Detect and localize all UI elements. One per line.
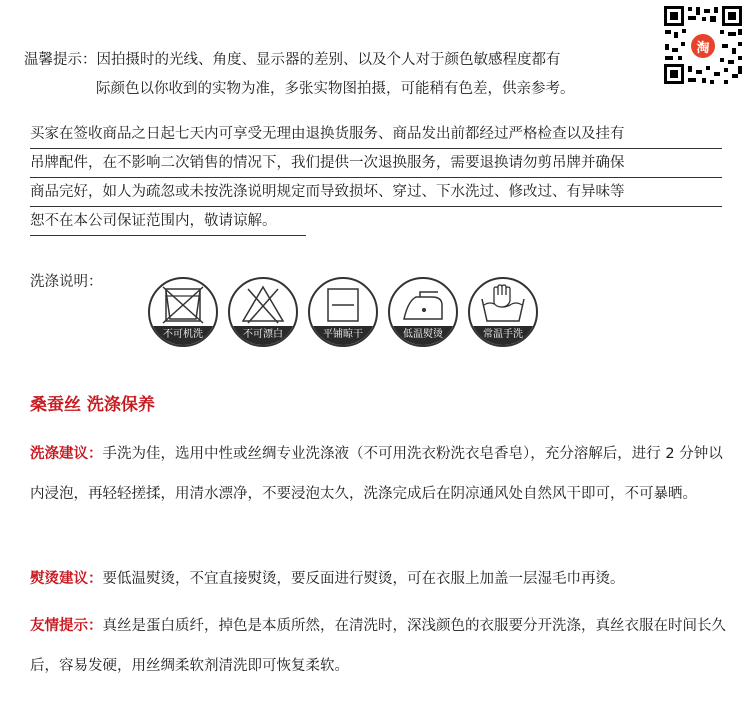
no-bleach-icon	[228, 277, 298, 347]
low-iron-icon	[388, 277, 458, 347]
ironing-advice	[30, 559, 730, 599]
qr-badge-text: 淘	[696, 41, 710, 56]
policy-line-2: 吊牌配件，在不影响二次销售的情况下，我们提供一次退换服务，需要退换请勿剪吊牌并确保	[30, 149, 722, 178]
tips-keyword: 友情提示：	[30, 618, 103, 634]
washing-text: 手洗为佳，选用中性或丝绸专业洗涤液（不可用洗衣粉洗衣皂香皂），充分溶解后，进行 2 分钟以内浸泡，再轻轻搓揉，用清水漂净，不要浸泡太久，洗涤完成后在阴凉通风处自然风干即可，不可暴晒。	[30, 446, 723, 502]
notice-line-1: 温馨提示：因拍摄时的光线、角度、显示器的差别、以及个人对于颜色敏感程度都有	[24, 52, 561, 68]
ironing-keyword: 熨烫建议：	[30, 571, 103, 587]
policy-line-1: 买家在签收商品之日起七天内可享受无理由退换货服务、商品发出前都经过严格检查以及挂有	[30, 120, 722, 149]
friendly-tips	[30, 606, 730, 686]
care-label: 不可机洗	[150, 326, 216, 345]
section-title: 桑蚕丝 洗涤保养	[30, 395, 155, 415]
care-label: 平铺晾干	[310, 326, 376, 345]
dry-flat-icon	[308, 277, 378, 347]
washing-advice	[30, 434, 730, 514]
hand-wash-icon	[468, 277, 538, 347]
no-machine-wash-icon	[148, 277, 218, 347]
care-label: 低温熨烫	[390, 326, 456, 345]
notice-line-2: 际颜色以你收到的实物为准，多张实物图拍摄，可能稍有色差，供亲参考。	[96, 81, 575, 97]
ironing-text: 要低温熨烫，不宜直接熨烫，要反面进行熨烫，可在衣服上加盖一层湿毛巾再烫。	[102, 571, 625, 587]
policy-line-4: 恕不在本公司保证范围内，敬请谅解。	[30, 207, 306, 236]
care-label: 不可漂白	[230, 326, 296, 345]
washing-keyword: 洗涤建议：	[30, 446, 103, 462]
policy-line-3: 商品完好，如人为疏忽或未按洗涤说明规定而导致损坏、穿过、下水洗过、修改过、有异味等	[30, 178, 722, 207]
qr-code-icon	[662, 4, 744, 86]
return-policy	[30, 120, 730, 236]
wash-instructions-label: 洗涤说明：	[30, 274, 103, 290]
tips-text: 真丝是蛋白质纤，掉色是本质所然，在清洗时，深浅颜色的衣服要分开洗涤，真丝衣服在时间长久后，容易发硬，用丝绸柔软剂清洗即可恢复柔软。	[30, 618, 726, 674]
care-label: 常温手洗	[470, 326, 536, 345]
